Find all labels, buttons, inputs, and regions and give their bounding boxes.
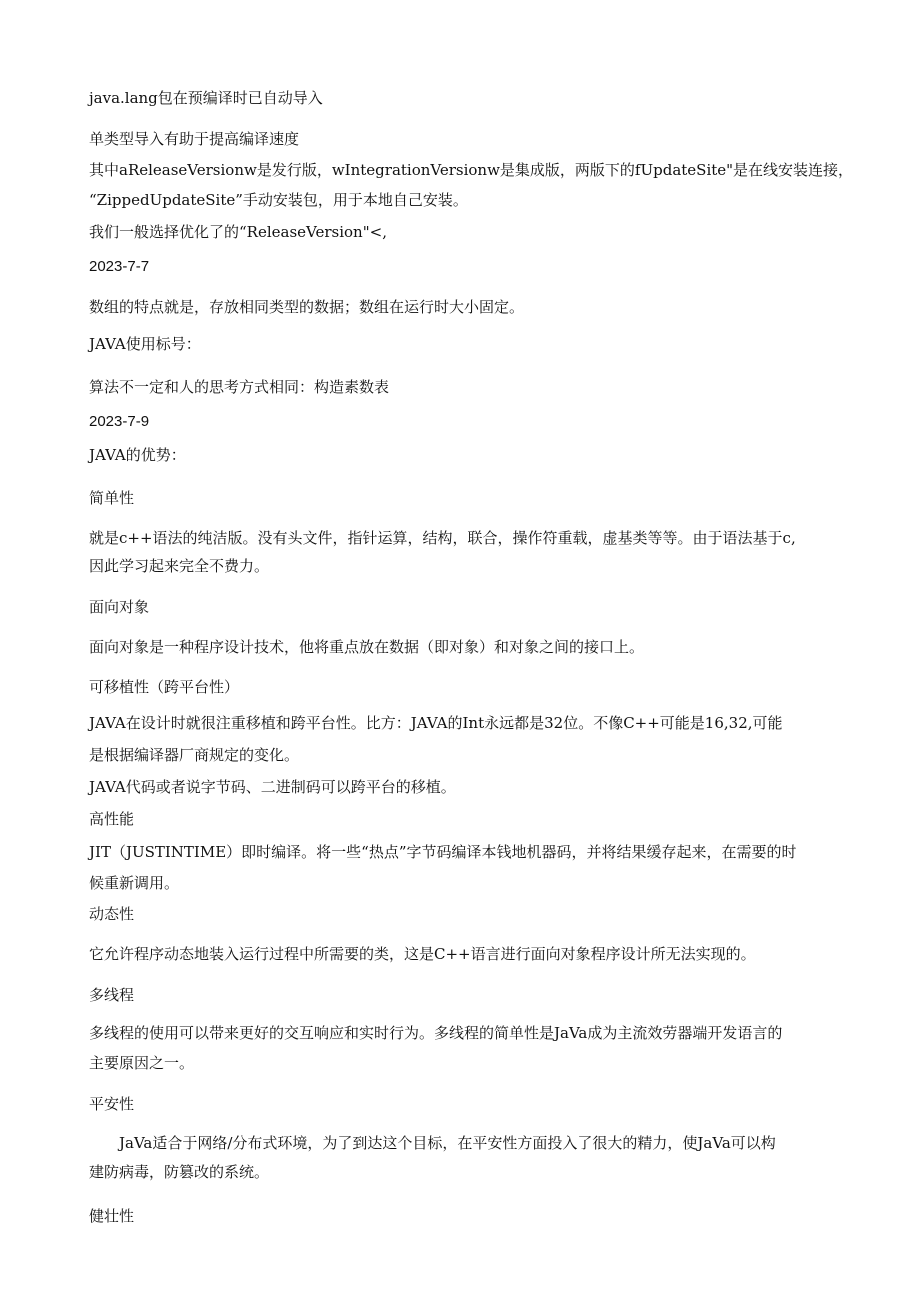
text-line: JIT（JUSTINTIME）即时编译。将一些“热点”字节码编译本钱地机器码，并将结果缓存起来，在需要的时 bbox=[89, 843, 797, 861]
text-line: 数组的特点就是，存放相同类型的数据；数组在运行时大小固定。 bbox=[89, 298, 525, 316]
text-line: 主要原因之一。 bbox=[89, 1054, 195, 1072]
section-heading: 面向对象 bbox=[89, 598, 150, 616]
text-line: 建防病毒，防篡改的系统。 bbox=[89, 1163, 270, 1181]
text-line: 单类型导入有助于提高编译速度 bbox=[89, 130, 300, 148]
text-line: JaVa适合于网络/分布式环境，为了到达这个目标，在平安性方面投入了很大的精力，使JaVa可以构 bbox=[119, 1134, 776, 1152]
text-line: 我们一般选择优化了的“ReleaseVersion"<, bbox=[89, 223, 387, 241]
section-heading: 多线程 bbox=[89, 986, 135, 1004]
text-line: 候重新调用。 bbox=[89, 874, 180, 892]
text-line: 是根据编译器厂商规定的变化。 bbox=[89, 746, 300, 764]
section-heading: 简单性 bbox=[89, 489, 135, 507]
text-line: JAVA在设计时就很注重移植和跨平台性。比方：JAVA的Int永远都是32位。不像C++可能是16,32,可能 bbox=[89, 714, 783, 732]
text-line: 它允许程序动态地装入运行过程中所需要的类，这是C++语言进行面向对象程序设计所无法实现的。 bbox=[89, 945, 756, 963]
date-heading: 2023-7-9 bbox=[89, 413, 150, 430]
section-heading: 动态性 bbox=[89, 905, 135, 923]
text-line: JAVA代码或者说字节码、二进制码可以跨平台的移植。 bbox=[89, 778, 456, 796]
text-line: 其中aReleaseVersionw是发行版，wIntegrationVersionw是集成版，两版下的fUpdateSite"是在线安装连接， bbox=[89, 161, 854, 179]
section-heading: 平安性 bbox=[89, 1095, 135, 1113]
text-line: 因此学习起来完全不费力。 bbox=[89, 557, 270, 575]
section-heading: 可移植性（跨平台性） bbox=[89, 678, 240, 696]
text-line: java.lang包在预编译时已自动导入 bbox=[89, 89, 323, 107]
text-line: 面向对象是一种程序设计技术，他将重点放在数据（即对象）和对象之间的接口上。 bbox=[89, 638, 645, 656]
text-line: 就是c++语法的纯洁版。没有头文件，指针运算，结构，联合，操作符重载，虚基类等等。由于语法基于c, bbox=[89, 529, 796, 547]
text-line: JAVA的优势： bbox=[89, 446, 186, 464]
text-line: 多线程的使用可以带来更好的交互响应和实时行为。多线程的简单性是JaVa成为主流效劳器端开发语言的 bbox=[89, 1024, 783, 1042]
text-line: 算法不一定和人的思考方式相同：构造素数表 bbox=[89, 378, 390, 396]
section-heading: 高性能 bbox=[89, 810, 135, 828]
date-heading: 2023-7-7 bbox=[89, 258, 150, 275]
text-line: “ZippedUpdateSite”手动安装包，用于本地自己安装。 bbox=[89, 191, 468, 209]
section-heading: 健壮性 bbox=[89, 1207, 135, 1225]
text-line: JAVA使用标号： bbox=[89, 335, 201, 353]
